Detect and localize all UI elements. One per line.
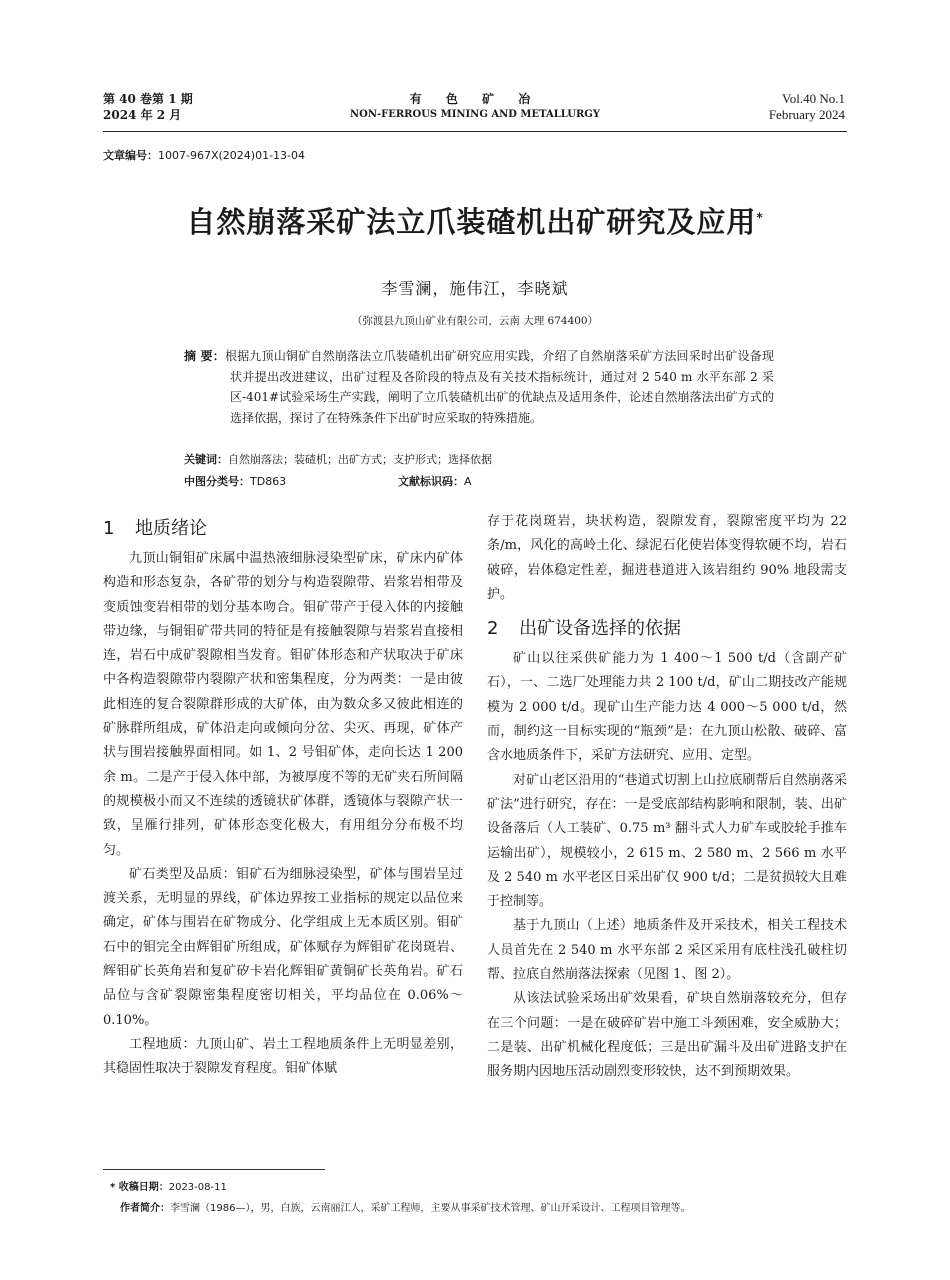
document-code: 文献标识码：A bbox=[398, 475, 472, 488]
section-1-heading: 1 地质绪论 bbox=[103, 518, 207, 539]
volume-issue: 第 40 卷第 1 期 bbox=[103, 92, 193, 106]
left-column bbox=[103, 513, 463, 1082]
paragraph: 矿山以往采供矿能力为 1 400～1 500 t/d（含副产矿石），一、二选厂处理能力共 2 100 t/d，矿山二期技改产能规模为 2 000 t/d。现矿山生产能力达 4 000～5 000 t/d，然而，制约这一目标实现的“瓶颈”是：在九顶山松散、破碎、富含水地质条件下，采矿方法研究、应用、定型。 bbox=[487, 651, 847, 764]
abstract bbox=[184, 346, 774, 428]
abstract-label: 摘 要： bbox=[184, 349, 225, 363]
paragraph: 基于九顶山（上述）地质条件及开采技术，相关工程技术人员首先在 2 540 m 水平东部 2 采区采用有底柱浅孔破柱切帮、拉底自然崩落法探索（见图 1、图 2）。 bbox=[487, 918, 847, 983]
journal-name-en: NON-FERROUS MINING AND METALLURGY bbox=[350, 109, 600, 120]
title-footnote-mark: * bbox=[756, 210, 764, 225]
running-header-right bbox=[769, 91, 845, 123]
paragraph: 存于花岗斑岩，块状构造，裂隙发育，裂隙密度平均为 22 条/m，风化的高岭土化、绿泥石化使岩体变得软硬不均，岩石破碎，岩体稳定性差，掘进巷道进入该岩组约 90% 地段需支护。 bbox=[487, 514, 847, 602]
paragraph: 工程地质：九顶山矿、岩土工程地质条件上无明显差别，其稳固性取决于裂隙发育程度。钼矿体赋 bbox=[103, 1036, 463, 1077]
running-header-left bbox=[103, 91, 193, 123]
paper-title: 自然崩落采矿法立爪装碴机出矿研究及应用* bbox=[186, 205, 764, 239]
paragraph: 对矿山老区沿用的“巷道式切割上山拉底刷帮后自然崩落采矿法”进行研究，存在：一是受底部结构影响和限制，装、出矿设备落后（人工装矿、0.75 m³ 翻斗式人力矿车或胶轮手推车运输出矿），规模较小，2 615 m、2 580 m、2 566 m 水平及 2 540 m 水平老区日采出矿仅 900 t/d；二是贫损较大且难于控制等。 bbox=[487, 772, 847, 910]
section-2-heading: 2 出矿设备选择的依据 bbox=[487, 618, 681, 640]
running-header-center bbox=[300, 91, 650, 123]
classification: 中图分类号：TD863 文献标识码：A bbox=[184, 475, 472, 488]
affiliation: （弥渡县九顶山矿业有限公司，云南 大理 674400） bbox=[351, 315, 599, 327]
volume-issue-en: Vol.40 No.1 bbox=[782, 91, 845, 106]
issue-date-en: February 2024 bbox=[768, 107, 845, 122]
clc-code: TD863 bbox=[250, 475, 287, 488]
paragraph: 从该法试验采场出矿效果看，矿块自然崩落较充分，但存在三个问题：一是在破碎矿岩中施工斗颈困难，安全威胁大；二是装、出矿机械化程度低；三是出矿漏斗及出矿进路支护在服务期内因地压活动剧烈变形较快，达不到预期效果。 bbox=[487, 991, 847, 1080]
authors: 李雪澜，施伟江，李晓斌 bbox=[381, 279, 569, 298]
issue-date: 2024 年 2 月 bbox=[103, 108, 182, 122]
journal-name-cn: 有 色 矿 冶 bbox=[409, 92, 541, 106]
footnote-rule bbox=[103, 1169, 325, 1170]
article-number: 文章编号：1007-967X(2024)01-13-04 bbox=[103, 149, 306, 162]
right-column bbox=[487, 510, 847, 1085]
author-bio: 作者简介：李雪澜（1986—），男，白族，云南丽江人，采矿工程师，主要从事采矿技术管理、矿山开采设计、工程项目管理等。 bbox=[120, 1203, 691, 1214]
received-date: * 收稿日期：2023-08-11 bbox=[110, 1182, 227, 1193]
abstract-text: 根据九顶山铜矿自然崩落法立爪装碴机出矿研究应用实践，介绍了自然崩落采矿方法回采时出矿设备现状并提出改进建议，出矿过程及各阶段的特点及有关技术指标统计，通过对 2 540 m 水平东部 2 采区-401#试验采场生产实践，阐明了立爪装碴机出矿的优缺点及适用条件，论述自然崩落法出矿方式的选择依据，探讨了在特殊条件下出矿时应采取的特殊措施。 bbox=[225, 349, 774, 425]
header-rule bbox=[103, 131, 847, 132]
paragraph: 九顶山铜钼矿床属中温热液细脉浸染型矿床，矿床内矿体构造和形态复杂，各矿带的划分与构造裂隙带、岩浆岩相带及变质蚀变岩相带的划分基本吻合。钼矿带产于侵入体的内接触带边缘，与铜钼矿带共同的特征是有接触裂隙与岩浆岩直接相连，岩石中成矿裂隙相当发育。钼矿体形态和产状取决于矿床中各构造裂隙带内裂隙产状和密集程度，分为两类：一是由彼此相连的复合裂隙群形成的大矿体，由为数众多又彼此相连的矿脉群所组成，矿体沿走向或倾向分岔、尖灭、再现，矿体产状与围岩接触界面相同。如 1、2 号钼矿体，走向长达 1 200 余 m。二是产于侵入体中部，为被厚度不等的无矿夹石所间隔的规模极小而又不连续的透镜状矿体群，透镜体与裂隙产状一致，呈雁行排列，矿体形态变化极大，有用组分分布极不均匀。 bbox=[103, 551, 463, 858]
keywords: 关键词：自然崩落法；装碴机；出矿方式；支护形式；选择依据 bbox=[184, 453, 492, 466]
paragraph: 矿石类型及品质：钼矿石为细脉浸染型，矿体与围岩呈过渡关系，无明显的界线，矿体边界按工业指标的规定以品位来确定，矿体与围岩在矿物成分、化学组成上无本质区别。钼矿石中的钼完全由辉钼矿所组成，矿体赋存为辉钼矿花岗斑岩、辉钼矿长英角岩和复矿矽卡岩化辉钼矿黄铜矿长英角岩。矿石品位与含矿裂隙密集程度密切相关，平均品位在 0.06%～0.10%。 bbox=[103, 866, 463, 1028]
